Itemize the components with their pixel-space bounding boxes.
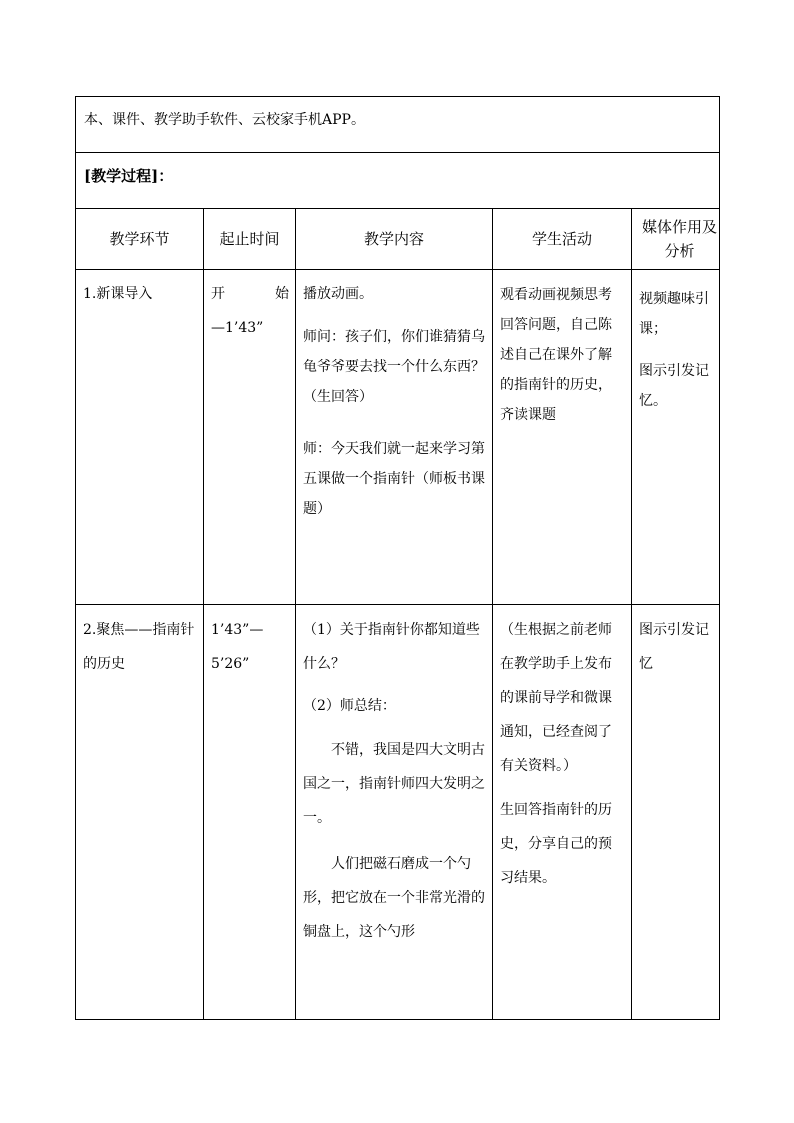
row1-media: 视频趣味引课； 图示引发记忆。: [632, 270, 720, 605]
header-time: 起止时间: [204, 209, 296, 270]
row1-stage: 1.新课导入: [76, 270, 204, 605]
header-media: 媒体作用及分析: [632, 209, 720, 270]
resources-row: 本、课件、教学助手软件、云校家手机APP。: [76, 97, 720, 153]
row2-media: 图示引发记忆: [632, 605, 720, 1020]
table-row: [76, 605, 720, 1020]
row2-stage: 2.聚焦——指南针的历史: [76, 605, 204, 1020]
row2-content: （1）关于指南针你都知道些什么？ （2）师总结： 不错，我国是四大文明古国之一，指南针师四大发明之一。 人们把磁石磨成一个勺形，把它放在一个非常光滑的铜盘上，这个勺形: [296, 605, 493, 1020]
row2-time: 1’43”—5’26”: [204, 605, 296, 1020]
header-content: 教学内容: [296, 209, 493, 270]
row2-student: （生根据之前老师在教学助手上发布的课前导学和微课通知，已经查阅了有关资料。） 生回答指南针的历史，分享自己的预习结果。: [493, 605, 632, 1020]
row1-content: 播放动画。 师问：孩子们，你们谁猜猜乌龟爷爷要去找一个什么东西？（生回答） 师：今天我们就一起来学习第五课做一个指南针（师板书课题）: [296, 270, 493, 605]
row1-student: 观看动画视频思考回答问题，自己陈述自己在课外了解的指南针的历史，齐读课题: [493, 270, 632, 605]
section-title: [教学过程]：: [76, 153, 720, 209]
header-stage: 教学环节: [76, 209, 204, 270]
header-student: 学生活动: [493, 209, 632, 270]
row1-time: 开 始 —1’43”: [204, 270, 296, 605]
table-row: [76, 270, 720, 605]
lesson-plan-table: [75, 96, 720, 1020]
